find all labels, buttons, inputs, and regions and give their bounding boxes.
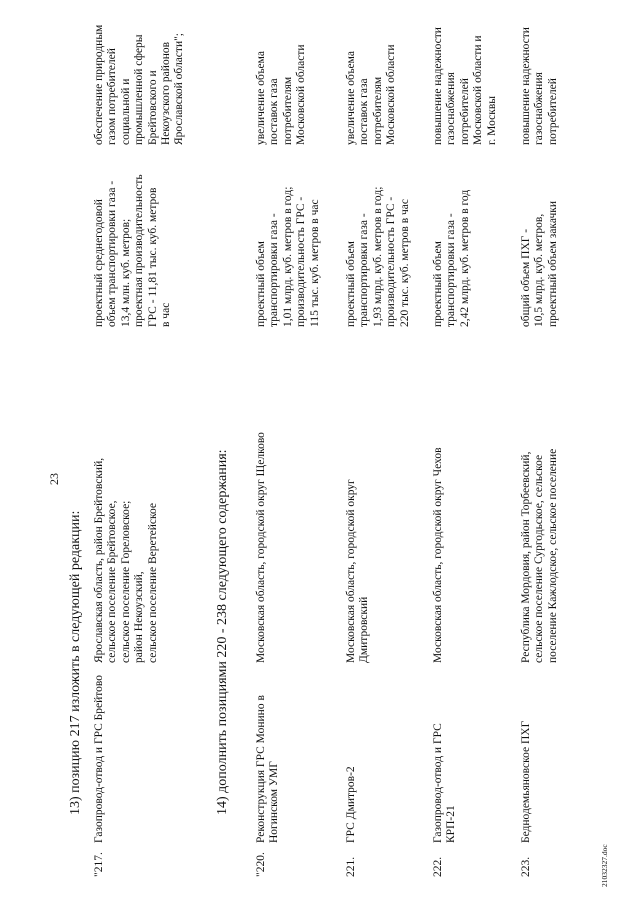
object-parameters xyxy=(255,152,322,327)
text-line: увеличение объема xyxy=(345,51,357,145)
text-line: транспортировки газа - xyxy=(445,213,458,327)
object-purpose xyxy=(255,5,309,145)
text-line: в час xyxy=(160,302,173,327)
object-parameters xyxy=(93,152,173,327)
text-line: Московская область, городской округ Чехов xyxy=(432,447,444,663)
row-number: 222. xyxy=(432,856,444,877)
text-line: Брейтовского и xyxy=(146,70,159,145)
text-line: газоснабжения xyxy=(445,72,458,145)
text-line: газоснабжения xyxy=(533,72,546,145)
text-line: транспортировки газа - xyxy=(268,213,281,327)
file-name-footer: 21032327.doc xyxy=(600,844,609,887)
text-line: Газопровод-отвод и ГРС xyxy=(432,723,444,843)
text-line: потребителей xyxy=(458,78,471,145)
text-line: проектная производительность xyxy=(133,174,146,327)
object-purpose xyxy=(520,5,560,145)
row-number: 221. xyxy=(345,856,357,877)
object-purpose xyxy=(432,5,499,145)
text-line: Дмитровский xyxy=(358,596,371,663)
text-line: газом потребителей xyxy=(106,48,119,145)
text-line: 220 тыс. куб. метров в час xyxy=(398,198,411,327)
text-line: обеспечение природным xyxy=(93,24,105,145)
text-line: поселение Кажлодское, сельское поселение xyxy=(546,448,559,663)
object-location xyxy=(520,413,560,663)
object-name xyxy=(255,668,282,843)
text-line: 115 тыс. куб. метров в час xyxy=(308,199,321,327)
text-line: Республика Мордовия, район Торбеевский, xyxy=(520,451,532,663)
object-purpose xyxy=(93,5,187,145)
text-line: проектный объем xyxy=(432,241,444,327)
text-line: проектный объем xyxy=(345,241,357,327)
text-line: проектный среднегодовой xyxy=(93,199,105,327)
text-line: г. Москвы xyxy=(485,96,498,145)
text-line: поставок газа xyxy=(268,78,281,145)
text-line: ГРС Дмитров-2 xyxy=(345,766,357,843)
text-line: сельское поселение Гореловское; xyxy=(119,500,132,663)
text-line: сельское поселение Веретейское xyxy=(146,503,159,663)
object-name xyxy=(432,668,459,843)
text-line: Московская область, городской округ xyxy=(345,479,357,663)
text-line: социальной и xyxy=(119,78,132,145)
text-line: общий объем ПХГ - xyxy=(520,228,532,327)
paragraph-13-heading: 13) позицию 217 изложить в следующей редакции: xyxy=(68,510,83,815)
text-line: район Некоузский, xyxy=(133,571,146,663)
text-line: ГРС - 11,81 тыс. куб. метров xyxy=(146,187,159,327)
text-line: проектный объем закачки xyxy=(546,200,559,327)
text-line: транспортировки газа - xyxy=(358,213,371,327)
text-line: Московская область, городской округ Щелково xyxy=(255,432,267,663)
text-line: проектный объем xyxy=(255,241,267,327)
text-line: увеличение объема xyxy=(255,51,267,145)
object-purpose xyxy=(345,5,399,145)
paragraph-14-heading: 14) дополнить позициями 220 - 238 следующего содержания: xyxy=(215,449,230,815)
text-line: Некоузского районов xyxy=(160,41,173,145)
text-line: 1,93 млрд. куб. метров в год; xyxy=(371,186,384,327)
text-line: объем транспортировки газа - xyxy=(106,180,119,327)
text-line: потребителей xyxy=(546,78,559,145)
row-number: "220. xyxy=(255,852,267,877)
object-location xyxy=(255,403,268,663)
text-line: производительность ГРС - xyxy=(385,196,398,327)
text-line: Ногинском УМГ xyxy=(268,761,281,843)
text-line: 10,5 млрд. куб. метров, xyxy=(533,213,546,327)
text-line: Газопровод-отвод и ГРС Брейтово xyxy=(93,674,105,843)
object-parameters xyxy=(345,152,412,327)
text-line: потребителям xyxy=(281,76,294,145)
text-line: Московской области xyxy=(295,44,308,145)
row-number: 223. xyxy=(520,856,532,877)
text-line: производительность ГРС - xyxy=(295,196,308,327)
object-parameters xyxy=(520,152,560,327)
text-line: Ярославская область, район Брейтовский, xyxy=(93,457,105,663)
text-line: повышение надежности xyxy=(432,27,444,145)
text-line: Московской области xyxy=(385,44,398,145)
page-number: 23 xyxy=(47,473,61,485)
row-number: "217. xyxy=(93,852,105,877)
text-line: потребителям xyxy=(371,76,384,145)
text-line: КРП-21 xyxy=(445,805,458,843)
text-line: Беднодемьяновское ПХГ xyxy=(520,720,532,843)
object-name xyxy=(520,668,533,843)
text-line: повышение надежности xyxy=(520,27,532,145)
text-line: Ярославской области"; xyxy=(173,33,186,145)
text-line: Московской области и xyxy=(472,35,485,145)
text-line: 13,4 млн. куб. метров; xyxy=(119,218,132,327)
text-line: Реконструкция ГРС Монино в xyxy=(255,695,267,843)
text-line: поставок газа xyxy=(358,78,371,145)
object-location xyxy=(345,428,372,663)
object-parameters xyxy=(432,152,472,327)
object-name xyxy=(345,668,358,843)
text-line: промышленной сферы xyxy=(133,34,146,145)
object-name xyxy=(93,668,106,843)
text-line: 2,42 млрд. куб. метров в год xyxy=(458,189,471,327)
text-line: сельское поселение Брейтовское, xyxy=(106,500,119,663)
object-location xyxy=(432,403,445,663)
object-location xyxy=(93,428,160,663)
text-line: сельское поселение Сургодьское, сельское xyxy=(533,454,546,663)
text-line: 1,01 млрд. куб. метров в год; xyxy=(281,186,294,327)
